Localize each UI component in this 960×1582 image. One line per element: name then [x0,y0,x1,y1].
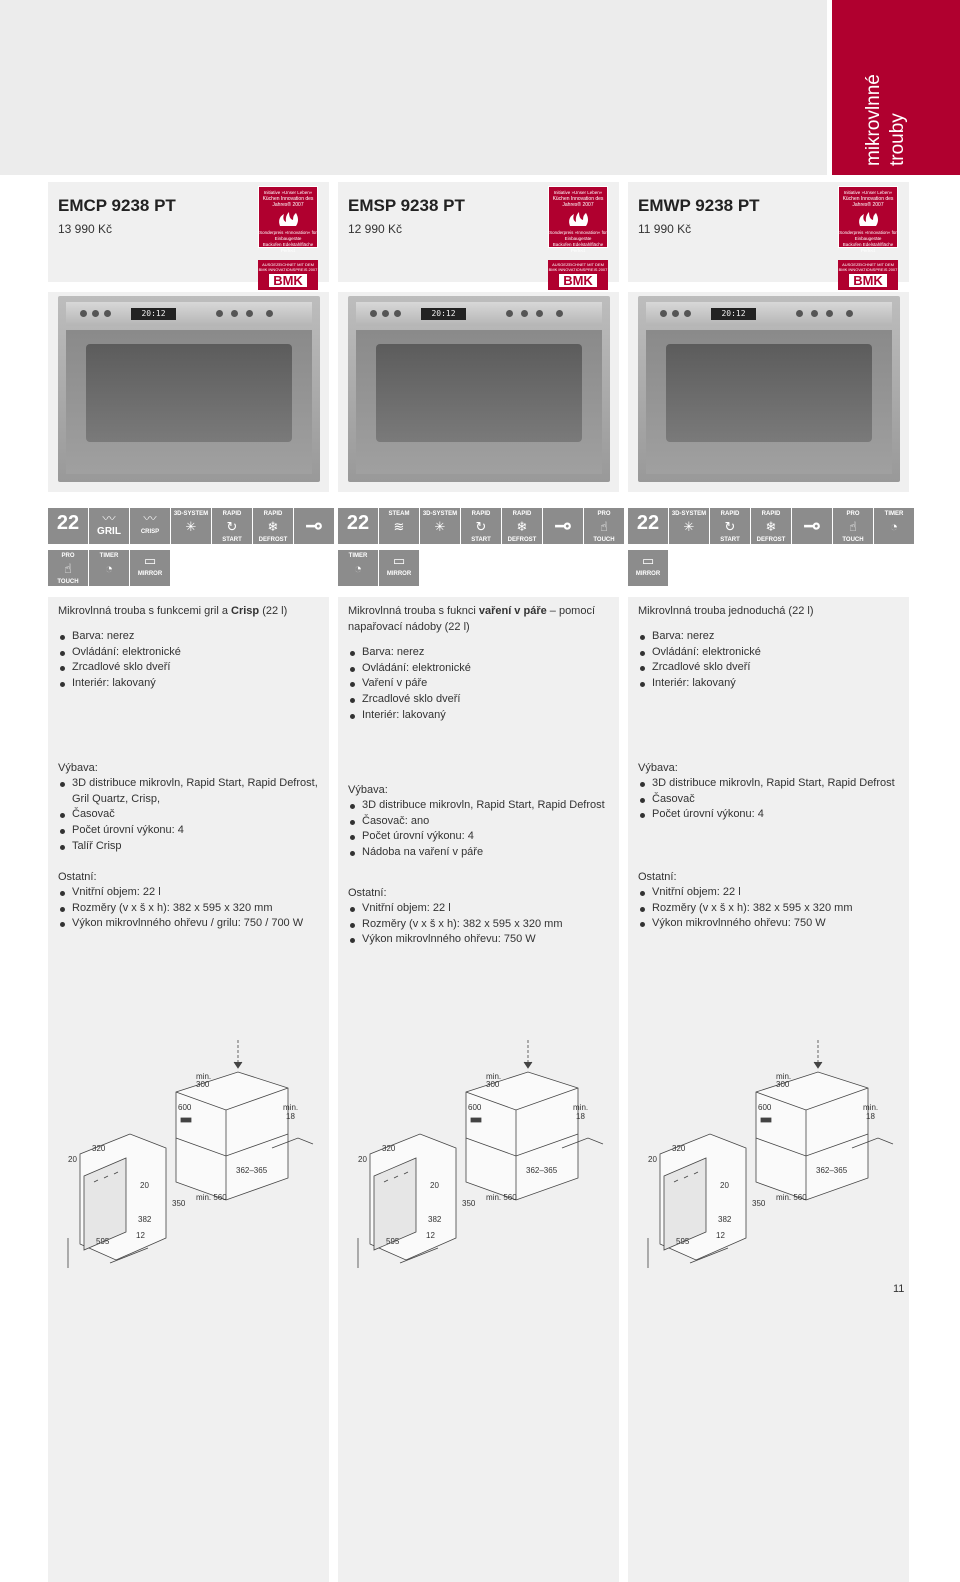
dim-18-value: 18 [576,1112,585,1121]
icon-label: STEAM [388,511,410,517]
control-panel [356,302,602,326]
other-item: Výkon mikrovlnného ohřevu / grilu: 750 / 700 W [58,916,318,932]
flame-icon [275,210,301,228]
gril-icon: 〰 GRIL [89,508,129,544]
feature-item: Interiér: lakovaný [58,676,318,692]
knob-icon [370,310,377,317]
oven-display: 20:12 [711,308,756,320]
section-title-line2: trouby [887,113,908,166]
icon-label: CRISP [140,529,160,535]
knob-icon [246,310,253,317]
capacity-icon: 22 [48,508,88,544]
dim-595-value: 595 [386,1237,400,1246]
key-icon: ⊸ [543,508,583,544]
icon-sublabel: TOUCH [842,537,864,543]
feature-icons [48,500,329,590]
lead-text: Mikrovlnná trouba s fuknci [348,605,479,617]
dim-350-value: 350 [752,1199,766,1208]
equipment-item: Časovač [58,807,318,823]
feature-item: Interiér: lakovaný [348,708,608,724]
product-name: EMSP 9238 PT [348,196,465,215]
equipment-item: 3D distribuce mikrovln, Rapid Start, Rapid Defrost [638,776,898,792]
icon-sublabel: DEFROST [258,537,288,543]
lead-text-end: – pomocí [546,605,596,617]
equipment-item: 3D distribuce mikrovln, Rapid Start, Rapid Defrost, Gril Quartz, Crisp, [58,776,318,807]
bmk-badge [258,260,318,290]
equipment-section [58,760,318,855]
crisp-icon: 〰 CRISP [130,508,170,544]
dim-18-value: 18 [866,1112,875,1121]
pro-touch-icon: PRO ☝ TOUCH [584,508,624,544]
dim-min300-label: min. [776,1072,792,1081]
feature-list [638,629,898,692]
rapid-start-icon: RAPID ↻ START [212,508,252,544]
mirror-icon: ▭ MIRROR [628,550,668,586]
award-name: Küchen Innovation des Jahres® 2007 [842,196,894,208]
other-section [638,869,898,932]
icon-label: 3D-SYSTEM [422,511,458,517]
knob-icon [382,310,389,317]
equipment-title: Výbava: [348,784,388,796]
product-price: 12 990 Kč [348,222,403,236]
icon-label: TIMER [348,553,368,559]
product-lead [348,603,608,635]
feature-item: Ovládání: elektronické [638,645,898,661]
other-item: Rozměry (v x š x h): 382 x 595 x 320 mm [58,901,318,917]
other-title: Ostatní: [58,871,97,883]
other-section [348,885,608,948]
rapid-defrost-icon: RAPID ❄ DEFROST [502,508,542,544]
timer-icon: TIMER ◔ [338,550,378,586]
award-sub: Sonderpreis »Innovation« für Einbaugeräte [259,230,317,241]
icon-label: PRO [597,511,611,517]
icon-label: RAPID [512,511,532,517]
bmk-logo: BMK [849,274,887,287]
dim-20b-value: 20 [430,1181,439,1190]
award-badge [838,186,898,253]
award-cat: Backofen Edelstahlfläche Perfect [262,242,314,253]
dim-min300-label: min. [486,1072,502,1081]
dim-12-value: 12 [716,1231,725,1240]
dim-min300-label: min. [196,1072,212,1081]
capacity-icon: 22 [628,508,668,544]
pro-touch-icon: PRO ☝ TOUCH [833,508,873,544]
control-panel [646,302,892,326]
lead-text: Mikrovlnná trouba jednoduchá (22 l) [638,605,814,617]
equipment-item: Talíř Crisp [58,839,318,855]
dim-320-value: 320 [92,1144,106,1153]
equipment-section [348,782,608,861]
oven-door [66,330,312,474]
knob-icon [684,310,691,317]
knob-icon [796,310,803,317]
bmk-badge [548,260,608,290]
dim-18-value: 18 [286,1112,295,1121]
dimension-svg [628,1038,909,1280]
oven-door [356,330,602,474]
oven-window [376,344,582,442]
dim-20-value: 20 [648,1155,657,1164]
3d-system-icon: 3D-SYSTEM ✳ [171,508,211,544]
section-title-line1: mikrovlnné [863,74,884,166]
equipment-title: Výbava: [58,762,98,774]
knob-icon [216,310,223,317]
bmk-top: AUSGEZEICHNET MIT DEM BMK INNOVATIONSPREIS 2007 [838,262,898,272]
timer-icon: TIMER ◔ [89,550,129,586]
feature-list [348,645,608,724]
other-title: Ostatní: [638,871,677,883]
dim-320-value: 320 [672,1144,686,1153]
icon-label: TIMER [99,553,119,559]
icon-sublabel: TOUCH [57,579,79,585]
rapid-defrost-icon: RAPID ❄ DEFROST [253,508,293,544]
feature-item: Ovládání: elektronické [58,645,318,661]
icon-sublabel: DEFROST [756,537,786,543]
feature-item: Barva: nerez [58,629,318,645]
feature-icons [628,500,909,590]
icon-sublabel: TOUCH [593,537,615,543]
icon-sublabel: START [720,537,740,543]
oven-display: 20:12 [131,308,176,320]
other-item: Rozměry (v x š x h): 382 x 595 x 320 mm [348,917,608,933]
dim-300-value: 300 [196,1080,210,1089]
dim-600-value: 600 [468,1103,482,1112]
knob-icon [536,310,543,317]
product-lead [638,603,898,619]
dim-350-value: 350 [172,1199,186,1208]
equipment-item: Časovač [638,792,898,808]
dim-362-value: 362–365 [816,1166,848,1175]
icon-label: RAPID [222,511,242,517]
control-panel [66,302,312,326]
dim-min560-label: min. 560 [196,1193,227,1202]
knob-icon [506,310,513,317]
product-name: EMWP 9238 PT [638,196,760,215]
dim-min560-label: min. 560 [486,1193,517,1202]
icon-label: 3D-SYSTEM [173,511,209,517]
oven-window [86,344,292,442]
other-title: Ostatní: [348,887,387,899]
dim-382-value: 382 [718,1215,732,1224]
icon-label: GRIL [97,526,121,537]
product-lead [58,603,318,619]
capacity-icon: 22 [338,508,378,544]
icon-label: RAPID [263,511,283,517]
dim-382-value: 382 [428,1215,442,1224]
other-item: Výkon mikrovlnného ohřevu: 750 W [638,916,898,932]
icon-label: RAPID [761,511,781,517]
icon-label: PRO [61,553,75,559]
icon-sublabel: START [471,537,491,543]
dim-600-value: 600 [178,1103,192,1112]
other-item: Rozměry (v x š x h): 382 x 595 x 320 mm [638,901,898,917]
award-name: Küchen Innovation des Jahres® 2007 [262,196,314,208]
dimension-drawing [338,1038,619,1280]
award-badge [258,186,318,253]
feature-item: Zrcadlové sklo dveří [58,660,318,676]
lead-text: Mikrovlnná trouba s funkcemi gril a [58,605,232,617]
knob-icon [556,310,563,317]
section-tab [832,0,960,175]
equipment-item: Počet úrovní výkonu: 4 [638,807,898,823]
award-top: Initiative »Unser Leben« [263,190,313,195]
dim-min18-label: min. [283,1103,299,1112]
icon-label: RAPID [720,511,740,517]
equipment-item: Počet úrovní výkonu: 4 [348,829,608,845]
feature-icons [338,500,619,590]
oven-door [646,330,892,474]
knob-icon [92,310,99,317]
award-badge [548,186,608,253]
icon-label: RAPID [471,511,491,517]
knob-icon [826,310,833,317]
dimension-svg [338,1038,619,1280]
flame-icon [855,210,881,228]
product-header [48,182,329,288]
dim-300-value: 300 [486,1080,500,1089]
dim-min18-label: min. [573,1103,589,1112]
product-name: EMCP 9238 PT [58,196,176,215]
dim-300-value: 300 [776,1080,790,1089]
3d-system-icon: 3D-SYSTEM ✳ [420,508,460,544]
rapid-defrost-icon: RAPID ❄ DEFROST [751,508,791,544]
dim-20b-value: 20 [140,1181,149,1190]
bmk-top: AUSGEZEICHNET MIT DEM BMK INNOVATIONSPREIS 2007 [258,262,318,272]
oven-image [628,292,909,492]
equipment-item: Nádoba na vaření v páře [348,845,608,861]
oven-display: 20:12 [421,308,466,320]
equipment-item: Časovač: ano [348,814,608,830]
lead-bold: vaření v páře [478,605,547,617]
award-name: Küchen Innovation des Jahres® 2007 [552,196,604,208]
steam-icon: STEAM ≋ [379,508,419,544]
award-top: Initiative »Unser Leben« [553,190,603,195]
dim-350-value: 350 [462,1199,476,1208]
other-item: Vnitřní objem: 22 l [638,885,898,901]
bmk-logo: BMK [269,274,307,287]
award-sub: Sonderpreis »Innovation« für Einbaugeräte [549,230,607,241]
feature-list [58,629,318,692]
award-cat: Backofen Edelstahlfläche Perfect [552,242,604,253]
knob-icon [394,310,401,317]
other-item: Vnitřní objem: 22 l [348,901,608,917]
bmk-top: AUSGEZEICHNET MIT DEM BMK INNOVATIONSPREIS 2007 [548,262,608,272]
lead-line2: napařovací nádoby (22 l) [348,621,470,633]
dim-20-value: 20 [358,1155,367,1164]
dim-362-value: 362–365 [526,1166,558,1175]
knob-icon [811,310,818,317]
dim-min560-label: min. 560 [776,1193,807,1202]
bmk-badge [838,260,898,290]
dim-600-value: 600 [758,1103,772,1112]
product-price: 13 990 Kč [58,222,113,236]
icon-label: MIRROR [386,571,412,577]
feature-item: Interiér: lakovaný [638,676,898,692]
3d-system-icon: 3D-SYSTEM ✳ [669,508,709,544]
dim-362-value: 362–365 [236,1166,268,1175]
feature-item: Zrcadlové sklo dveří [638,660,898,676]
knob-icon [231,310,238,317]
lead-bold: Crisp [231,605,260,617]
dimension-svg [48,1038,329,1280]
mirror-icon: ▭ MIRROR [379,550,419,586]
oven-image [48,292,329,492]
icon-label: PRO [846,511,860,517]
other-section [58,869,318,932]
key-icon: ⊸ [792,508,832,544]
dimension-drawing [628,1038,909,1280]
equipment-title: Výbava: [638,762,678,774]
feature-item: Barva: nerez [638,629,898,645]
dimension-drawing [48,1038,329,1280]
dim-12-value: 12 [136,1231,145,1240]
dim-595-value: 595 [676,1237,690,1246]
product-price: 11 990 Kč [638,222,692,236]
equipment-item: 3D distribuce mikrovln, Rapid Start, Rapid Defrost [348,798,608,814]
pro-touch-icon: PRO ☝ TOUCH [48,550,88,586]
feature-item: Barva: nerez [348,645,608,661]
product-header [628,182,909,288]
dim-382-value: 382 [138,1215,152,1224]
oven-window [666,344,872,442]
award-cat: Backofen Edelstahlfläche Perfect [842,242,894,253]
icon-label: 3D-SYSTEM [671,511,707,517]
knob-icon [672,310,679,317]
oven-image [338,292,619,492]
dim-min18-label: min. [863,1103,879,1112]
rapid-start-icon: RAPID ↻ START [461,508,501,544]
bmk-logo: BMK [559,274,597,287]
icon-label: MIRROR [137,571,163,577]
feature-item: Zrcadlové sklo dveří [348,692,608,708]
flame-icon [565,210,591,228]
knob-icon [846,310,853,317]
mirror-icon: ▭ MIRROR [130,550,170,586]
award-sub: Sonderpreis »Innovation« für Einbaugeräte [839,230,897,241]
equipment-item: Počet úrovní výkonu: 4 [58,823,318,839]
lead-text-end: (22 l) [259,605,288,617]
icon-label: TIMER [884,511,904,517]
knob-icon [80,310,87,317]
page-number: 11 [893,1283,905,1295]
header-band [0,0,827,175]
knob-icon [660,310,667,317]
equipment-section [638,760,898,823]
other-item: Vnitřní objem: 22 l [58,885,318,901]
dim-20-value: 20 [68,1155,77,1164]
feature-item: Vaření v páře [348,676,608,692]
icon-label: MIRROR [635,571,661,577]
rapid-start-icon: RAPID ↻ START [710,508,750,544]
icon-sublabel: START [222,537,242,543]
feature-item: Ovládání: elektronické [348,661,608,677]
timer-icon: TIMER ◔ [874,508,914,544]
knob-icon [104,310,111,317]
dim-20b-value: 20 [720,1181,729,1190]
product-header [338,182,619,288]
knob-icon [521,310,528,317]
knob-icon [266,310,273,317]
key-icon: ⊸ [294,508,334,544]
dim-12-value: 12 [426,1231,435,1240]
icon-sublabel: DEFROST [507,537,537,543]
dim-595-value: 595 [96,1237,110,1246]
other-item: Výkon mikrovlnného ohřevu: 750 W [348,932,608,948]
dim-320-value: 320 [382,1144,396,1153]
award-top: Initiative »Unser Leben« [843,190,893,195]
